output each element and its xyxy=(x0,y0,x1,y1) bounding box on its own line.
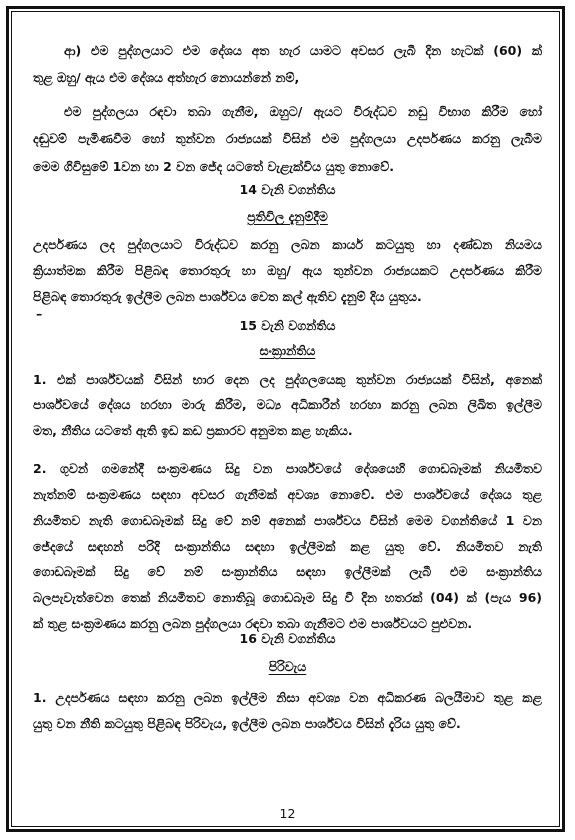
text-line: උදර්පණය ලද පුද්ගලයාට විරුද්ධව කරනු ලබන කාර්ය කටයුතු හා දණ්ඩන නියමය xyxy=(33,237,542,252)
article-16-title xyxy=(33,659,542,675)
text-line: නියමිතව නැති ගොඩබෑමක් සිදු වේ නම් අනෙක් පාර්ශ්වය විසින් මෙම වගන්තියේ 1 වන xyxy=(33,513,542,528)
text-line: 2. ගුවන් ගමනේදී සංක්‍රමණය සිදු වන පාර්ශ්වයේ දේශයෙහි ගොඩබෑමක් නියමිතව xyxy=(33,461,542,476)
text-line: මෙම ගිවිසුමේ 1වන හා 2 වන ජේද යටතේ වැළැක්විය යුතු නොවේ. xyxy=(33,159,394,174)
article-16-heading: 16 වැනි වගන්තිය xyxy=(239,631,336,646)
article-14-title xyxy=(33,209,542,225)
text-line: ආ) එම පුද්ගලයාට එම දේශය අත හැර යාමට අවසර ලැබී දින හැටක් (60) ක් xyxy=(64,43,542,58)
article-15-heading: 15 වැනි වගන්තිය xyxy=(239,318,336,333)
article-14-heading: 14 වැනි වගන්තිය xyxy=(239,182,336,197)
page-number: 12 xyxy=(279,806,296,821)
text-line: එම පුද්ගලයා රඳවා තබා ගැනීම, ඔහුට/ ඇයට විරුද්ධව නඩු විභාග කිරීම හෝ xyxy=(64,104,542,119)
article-14-title-text: ප්‍රතිවිල දැනුම්දීම xyxy=(247,209,328,224)
text-line: මත, නීතිය යටතේ ඇති ඉඩ කඩ ප්‍රකාරව අනුමත කළ හැකිය. xyxy=(33,423,353,438)
text-line: යුතු වන නීති කටයුතු පිළිබඳ පිරිවැය, ඉල්ලීම ලබන පාර්ශ්වය විසින් දැරිය යුතු වේ. xyxy=(33,716,461,731)
article-15-title-text: සංක්‍රාන්තිය xyxy=(259,343,316,358)
article-15-title xyxy=(33,343,542,359)
text-line: 1. එක් පාර්ශ්වයක් විසින් භාර දෙන ලද පුද්ගලයෙකු තුන්වන රාජ්‍යයක් විසින්, අනෙක් xyxy=(33,372,542,387)
text-line: බලපැවැත්වෙන තෙක් නියමිතව නොතිබූ ගොඩබෑම සිදු වී දින හතරක් (04) ක් (පැය 96) xyxy=(33,590,542,605)
text-line: තුළ ඔහු/ ඇය එම දේශය අත්හැර නොයන්නේ නම්, xyxy=(33,70,300,85)
text-line: ක් තුළ සංක්‍රමණය කරනු ලබන පුද්ගලයා රඳවා තබා ගැනීමට එම පාර්ශ්වයට පුළුවන. xyxy=(33,616,473,631)
text-line: ක්‍රියාත්මක කිරීම පිළිබඳ තොරතුරු හා ඔහු/ ඇය තුන්වන රාජ්‍යයකට උදර්පණය කිරීම xyxy=(33,263,542,278)
text-line: ගොඩබෑමක් සිදු වේ නම් සංක්‍රාන්තිය සඳහා ඉල්ලීමක් ලැබී එම සංක්‍රාන්තිය xyxy=(33,564,542,579)
article-16-title-text: පිරිවැය xyxy=(268,659,307,674)
text-line: නැත්නම් සංක්‍රමණය සඳහා අවසර ගැනීමක් අවශ්‍ය නොවේ. එම පාර්ශ්වයේ දේශය තුළ xyxy=(33,487,542,502)
text-line: ජේදයේ සඳහන් පරිදි සංක්‍රාන්තිය සඳහා ඉල්ලීමක් කළ යුතු වේ. නියමිතව නැති xyxy=(33,539,542,554)
text-line: පාර්ශ්වයේ දේශය හරහා මාරු කිරීම, මධ්‍ය අධිකාරීන් හරහා කරනු ලබන ලිඛිත ඉල්ලීම xyxy=(33,397,542,412)
text-line: පිළිබඳ තොරතුරු ඉල්ලීම ලබන පාර්ශ්වය වෙත කල් ඇතිව දැනුම් දිය යුතුය. xyxy=(33,289,422,304)
text-line: දඬුවම් පැමිණවීම හෝ තුන්වන රාජ්‍යයක් විසින් එම පුද්ගලයා උදර්පණය කරනු ලැබීම xyxy=(33,131,542,146)
text-line: 1. උදර්පණය සඳහා කරනු ලබන ඉල්ලීම නිසා අවශ්‍ය වන අධිකරණ බලයීමාව තුළ කළ xyxy=(33,690,542,705)
dash-mark: – xyxy=(36,306,43,321)
